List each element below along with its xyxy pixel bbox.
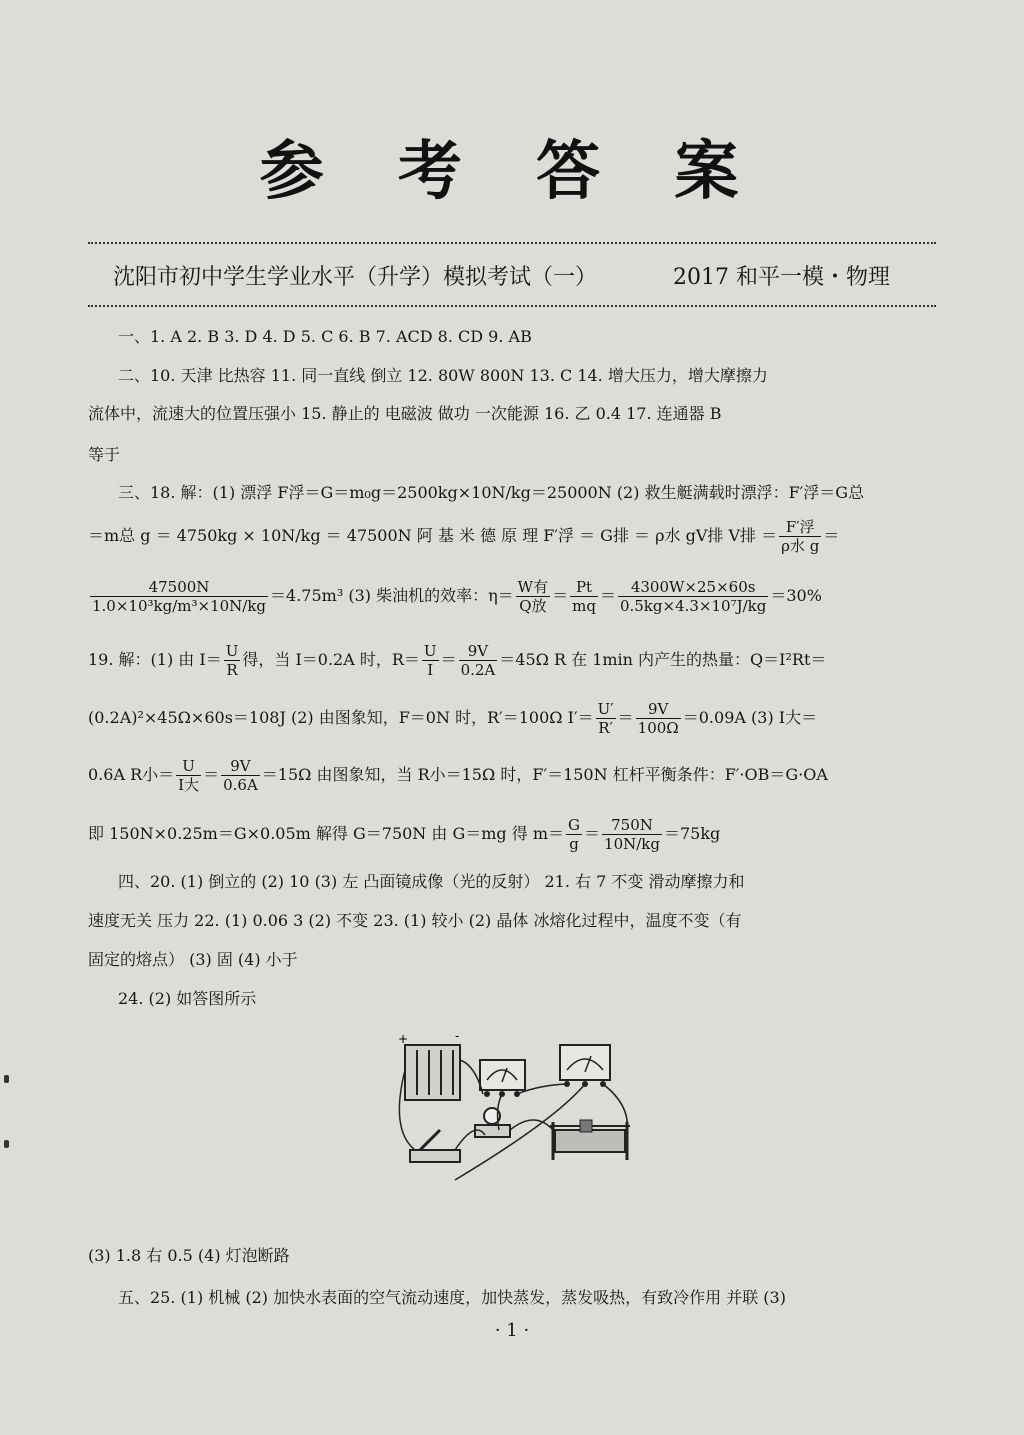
- divider-top: [88, 242, 936, 244]
- fraction-9v-100ohm: $\frac{9V}{100\Omega}$: [637, 700, 679, 737]
- answer-line-15: 24. (2) 如答图所示: [118, 989, 257, 1008]
- answer-line-11: 即 150N×0.25m＝G×0.05m 解得 G＝750N 由 G＝mg 得 m＝ $\frac{G}{g}$ ＝ $\frac{750N}{10N/kg}$ ＝75kg: [88, 816, 721, 853]
- scan-mark: [4, 1140, 9, 1148]
- exam-header-left: 沈阳市初中学生学业水平（升学）模拟考试（一）: [113, 265, 598, 290]
- rheostat-icon: [550, 1120, 630, 1160]
- fraction-volume: $\frac{47500N}{\text{1.0×10³kg/m³×10N/kg}}$: [92, 578, 267, 615]
- line6-text-a: ＝m总 g ＝ 4750kg × 10N/kg ＝ 47500N 阿 基 米 德 原 理 F′浮 ＝ G排 ＝ ρ水 gV排 V排 ＝: [88, 526, 778, 545]
- bulb-icon: [475, 1108, 510, 1137]
- fraction-g-g: $\frac{G}{g}$: [568, 816, 581, 853]
- voltmeter-icon: [560, 1045, 610, 1087]
- fraction-750n-10nkg: $\frac{750N}{10N/kg}$: [604, 816, 660, 853]
- fraction-u-r-prime: $\frac{U'}{R'}$: [597, 700, 614, 737]
- answer-line-16: (3) 1.8 右 0.5 (4) 灯泡断路: [88, 1246, 290, 1265]
- answer-line-9: (0.2A)²×45Ω×60s＝108J (2) 由图象知，F＝0N 时，R′＝100Ω I′＝ $\frac{U'}{R'}$ ＝ $\frac{9V}{100\Omega}$ ＝0.09A (3) I大＝: [88, 700, 818, 737]
- divider-bottom: [88, 305, 936, 307]
- fraction-9v-02a: $\frac{9V}{0.2A}$: [460, 642, 496, 679]
- fraction-w-q: $\frac{\text{W有}}{\text{Q放}}$: [517, 578, 549, 615]
- answer-line-13: 速度无关 压力 22. (1) 0.06 3 (2) 不变 23. (1) 较小 (2) 晶体 冰熔化过程中，温度不变（有: [88, 911, 742, 930]
- page-title: 参 考 答 案: [259, 135, 765, 209]
- answer-line-6: [88, 518, 839, 555]
- line6-text-b: ＝: [823, 526, 840, 545]
- answer-line-4: 等于: [88, 445, 121, 464]
- fraction-f-buoyancy: $\frac{\text{F′浮}}{\text{ρ水 g}}$: [781, 518, 820, 555]
- answer-line-3: 流体中，流速大的位置压强小 15. 静止的 电磁波 做功 一次能源 16. 乙 0.4 17. 连通器 B: [88, 404, 722, 423]
- switch-icon: [410, 1130, 460, 1162]
- fraction-pt-mq: $\frac{Pt}{mq}$: [572, 578, 596, 615]
- answer-line-12: 四、20. (1) 倒立的 (2) 10 (3) 左 凸面镜成像（光的反射） 21. 右 7 不变 滑动摩擦力和: [118, 872, 745, 891]
- fraction-u-r: $\frac{U}{R}$: [225, 642, 239, 679]
- answer-line-14: 固定的熔点） (3) 固 (4) 小于: [88, 950, 298, 969]
- circuit-diagram: [395, 1030, 665, 1195]
- answer-line-10: 0.6A R小＝ $\frac{U}{\text{I大}}$ ＝ $\frac{9V}{0.6A}$ ＝15Ω 由图象知，当 R小＝15Ω 时，F′＝150N 杠杆平衡条件：F′·OB＝G·OA: [88, 757, 828, 794]
- answer-line-7: $\frac{47500N}{\text{1.0×10³kg/m³×10N/kg}}$ ＝4.75m³ (3) 柴油机的效率：η＝ $\frac{\text{W有}}{\text{Q放}}$ ＝ $\frac{Pt}{mq}$ ＝ $\frac{4300W\times 25\times 60s}{\text{0.5kg×4.3×10⁷J/kg}}$ ＝30%: [92, 578, 822, 615]
- fraction-u-i: $\frac{U}{I}$: [423, 642, 437, 679]
- battery-icon: [398, 1030, 460, 1100]
- page-number: · 1 ·: [494, 1320, 530, 1341]
- fraction-9v-06a: $\frac{9V}{0.6A}$: [223, 757, 258, 794]
- answer-line-2: 二、10. 天津 比热容 11. 同一直线 倒立 12. 80W 800N 13. C 14. 增大压力，增大摩擦力: [118, 366, 768, 385]
- answer-line-8: 19. 解：(1) 由 I＝ $\frac{U}{R}$ 得，当 I＝0.2A 时，R＝ $\frac{U}{I}$ ＝ $\frac{9V}{0.2A}$ ＝45Ω R 在 1min 内产生的热量：Q＝I²Rt＝: [88, 642, 827, 679]
- ammeter-icon: [480, 1060, 525, 1097]
- exam-header-right: 2017 和平一模・物理: [673, 265, 890, 290]
- battery-minus-sign: -: [455, 1030, 460, 1043]
- fraction-u-imax: $\frac{U}{\text{I大}}$: [178, 757, 200, 794]
- battery-plus-sign: +: [398, 1032, 409, 1046]
- answer-line-17: 五、25. (1) 机械 (2) 加快水表面的空气流动速度，加快蒸发，蒸发吸热，有致冷作用 并联 (3): [118, 1288, 786, 1307]
- answer-line-5: 三、18. 解：(1) 漂浮 F浮＝G＝m₀g＝2500kg×10N/kg＝25000N (2) 救生艇满载时漂浮：F′浮＝G总: [118, 483, 865, 502]
- answer-line-1: 一、1. A 2. B 3. D 4. D 5. C 6. B 7. ACD 8. CD 9. AB: [118, 327, 532, 346]
- exam-header: [113, 260, 890, 291]
- fraction-efficiency: $\frac{4300W\times 25\times 60s}{\text{0.5kg×4.3×10⁷J/kg}}$: [619, 578, 767, 615]
- scan-mark: [4, 1075, 9, 1083]
